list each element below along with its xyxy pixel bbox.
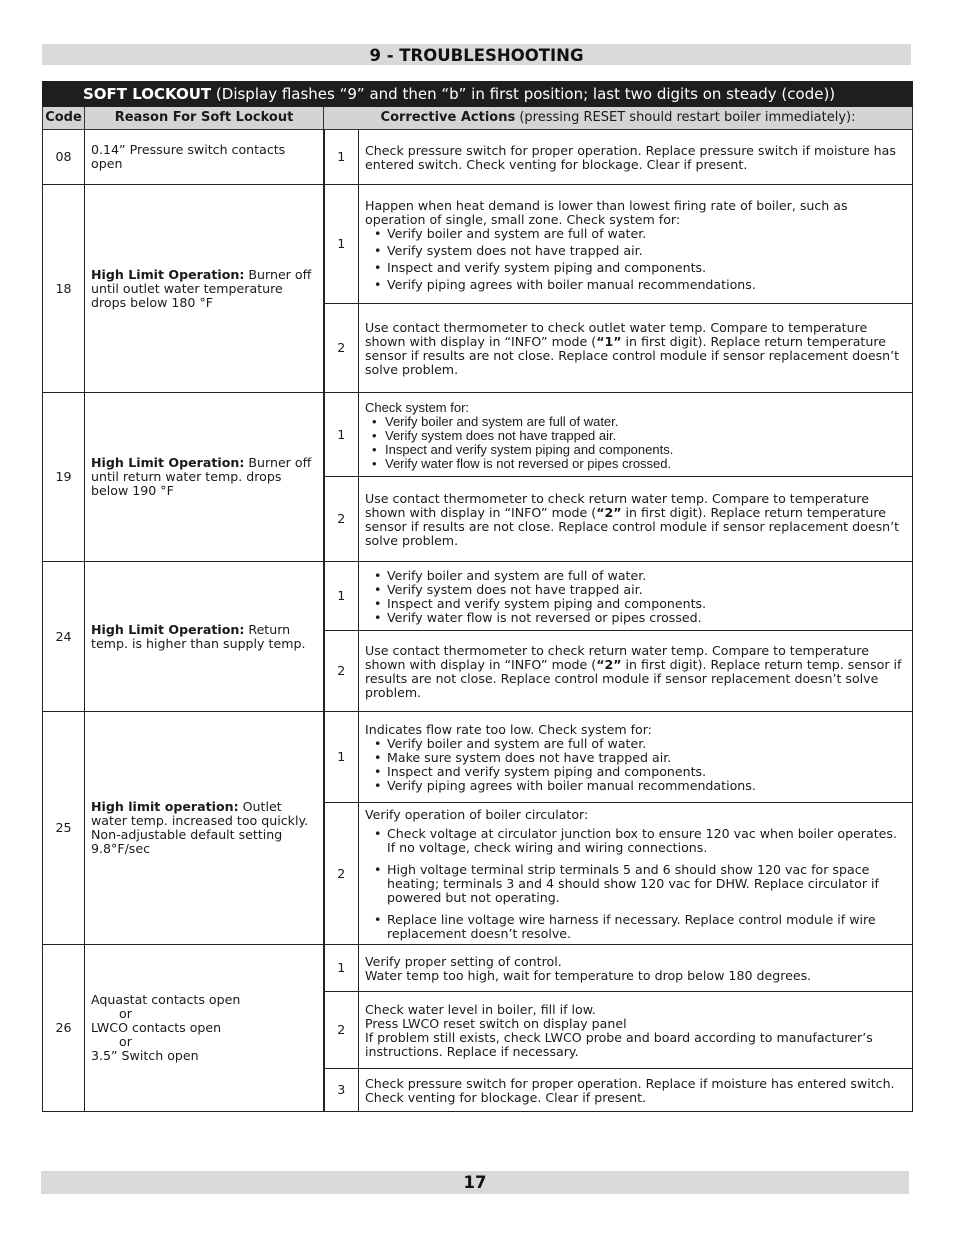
reason-text: Burner off until outlet water temperature drops below 180 °F (91, 266, 312, 310)
action-cell (359, 477, 913, 562)
reason-cell (85, 562, 324, 712)
reason-cell (85, 945, 324, 1112)
table-title-rest: (Display flashes “9” and then “b” in first position; last two digits on steady (code)) (211, 85, 836, 103)
reason-cell (85, 393, 324, 562)
section-title: 9 - TROUBLESHOOTING (42, 44, 911, 65)
action-number: 1 (324, 945, 359, 992)
list-item: • Verify system does not have trapped air. (385, 429, 906, 443)
page-number: 17 (41, 1171, 909, 1194)
list-item: • Verify system does not have trapped air. (387, 244, 906, 258)
action-cell (359, 992, 913, 1069)
bullet-list (365, 569, 906, 625)
action-number: 2 (324, 992, 359, 1069)
action-number: 1 (324, 185, 359, 304)
reason-line: 3.5” Switch open (91, 1048, 199, 1063)
action-cell (359, 304, 913, 393)
action-number: 1 (324, 130, 359, 185)
action-intro: Indicates flow rate too low. Check system for: (365, 722, 652, 737)
list-item: • Verify boiler and system are full of water. (385, 415, 906, 429)
col-header-actions (324, 107, 913, 130)
bullet-list (365, 415, 906, 471)
action-number: 1 (324, 393, 359, 477)
action-number: 2 (324, 477, 359, 562)
action-text-bold: “2” (596, 505, 622, 520)
action-text: in first digit). Replace return temperature sensor if results are not close. Replace control module if sensor replacement doesn’t solve problem. (365, 334, 900, 377)
action-cell (359, 631, 913, 712)
reason-or: or (119, 1006, 132, 1021)
reason-or: or (119, 1034, 132, 1049)
reason-bold: High Limit Operation: (91, 621, 245, 637)
action-number: 2 (324, 631, 359, 712)
action-intro: Happen when heat demand is lower than lowest firing rate of boiler, such as operation of single, small zone. Check system for: (365, 197, 848, 227)
action-text: Use contact thermometer to check return water temp. Compare to temperature shown with display in “INFO” mode ( (365, 491, 869, 520)
code-cell: 25 (43, 712, 85, 945)
table-row (43, 130, 913, 185)
table-row (43, 712, 913, 803)
bullet-list (365, 827, 906, 941)
list-item: • High voltage terminal strip terminals 5 and 6 should show 120 vac for space heating; terminals 3 and 4 should show 120 vac for DHW. Replace circulator if powered but not operating. (387, 863, 906, 905)
list-item: • Check voltage at circulator junction box to ensure 120 vac when boiler operates. If no voltage, check wiring and wiring connections. (387, 827, 906, 855)
code-cell: 19 (43, 393, 85, 562)
code-cell: 24 (43, 562, 85, 712)
bullet-list (365, 737, 906, 793)
action-cell: Check pressure switch for proper operation. Replace pressure switch if moisture has entered switch. Check venting for blockage. Clear if present. (359, 130, 913, 185)
action-cell: Check pressure switch for proper operation. Replace if moisture has entered switch. Check venting for blockage. Clear if present. (359, 1069, 913, 1112)
action-line: Verify proper setting of control. (365, 954, 562, 969)
table-row (43, 562, 913, 631)
action-text-bold: “1” (596, 334, 622, 349)
reason-text: Return temp. is higher than supply temp. (91, 621, 306, 651)
reason-cell: 0.14” Pressure switch contacts open (85, 130, 324, 185)
table-row (43, 393, 913, 477)
reason-line: Aquastat contacts open (91, 992, 241, 1007)
action-cell (359, 393, 913, 477)
list-item: • Replace line voltage wire harness if necessary. Replace control module if wire replacement doesn’t resolve. (387, 913, 906, 941)
list-item: • Verify boiler and system are full of water. (387, 737, 906, 751)
action-number: 2 (324, 803, 359, 945)
col-header-actions-bold: Corrective Actions (380, 110, 516, 125)
list-item: • Verify boiler and system are full of water. (387, 227, 906, 241)
soft-lockout-table (42, 81, 913, 1112)
action-number: 2 (324, 304, 359, 393)
action-text: in first digit). Replace return temperature sensor if results are not close. Replace control module if sensor replacement doesn’t solve problem. (365, 505, 900, 548)
reason-bold: High Limit Operation: (91, 455, 245, 470)
bullet-list (365, 227, 906, 292)
reason-bold: High limit operation: (91, 799, 239, 814)
reason-text: Outlet water temp. increased too quickly. Non-adjustable default setting 9.8°F/sec (91, 799, 309, 856)
col-header-actions-rest: (pressing RESET should restart boiler immediately): (515, 110, 856, 125)
list-item: • Make sure system does not have trapped air. (387, 751, 906, 765)
action-line: Check water level in boiler, fill if low. (365, 1002, 596, 1017)
action-text: Use contact thermometer to check outlet water temp. Compare to temperature shown with display in “INFO” mode ( (365, 320, 868, 349)
code-cell: 08 (43, 130, 85, 185)
list-item: • Verify piping agrees with boiler manual recommendations. (387, 278, 906, 292)
table-row (43, 185, 913, 304)
action-line: Press LWCO reset switch on display panel (365, 1016, 627, 1031)
list-item: • Verify water flow is not reversed or pipes crossed. (387, 611, 906, 625)
code-cell: 26 (43, 945, 85, 1112)
list-item: • Inspect and verify system piping and components. (387, 765, 906, 779)
list-item: • Verify boiler and system are full of water. (387, 569, 906, 583)
action-cell (359, 945, 913, 992)
action-cell (359, 803, 913, 945)
list-item: • Inspect and verify system piping and components. (387, 261, 906, 275)
list-item: • Verify water flow is not reversed or pipes crossed. (385, 457, 906, 471)
list-item: • Verify piping agrees with boiler manual recommendations. (387, 779, 906, 793)
action-text: in first digit). Replace return temp. sensor if results are not close. Replace control module if sensor replacement doesn’t solve problem. (365, 657, 902, 700)
table-row (43, 945, 913, 992)
table-title-row (43, 82, 913, 107)
list-item: • Inspect and verify system piping and components. (387, 597, 906, 611)
action-intro: Check system for: (365, 399, 470, 415)
list-item: • Inspect and verify system piping and components. (385, 443, 906, 457)
action-number: 1 (324, 562, 359, 631)
col-header-code: Code (43, 107, 85, 130)
col-header-reason: Reason For Soft Lockout (85, 107, 324, 130)
action-number: 1 (324, 712, 359, 803)
action-text: Use contact thermometer to check return water temp. Compare to temperature shown with display in “INFO” mode ( (365, 643, 869, 672)
table-title (43, 82, 913, 107)
action-intro: Verify operation of boiler circulator: (365, 807, 589, 822)
action-cell (359, 185, 913, 304)
table-title-bold: SOFT LOCKOUT (83, 85, 212, 103)
action-cell (359, 562, 913, 631)
list-item: • Verify system does not have trapped air. (387, 583, 906, 597)
reason-text: Burner off until return water temp. drops below 190 °F (91, 455, 312, 498)
reason-cell (85, 185, 324, 393)
reason-cell (85, 712, 324, 945)
action-text-bold: “2” (596, 657, 622, 672)
code-cell: 18 (43, 185, 85, 393)
reason-line: LWCO contacts open (91, 1020, 222, 1035)
action-line: If problem still exists, check LWCO probe and board according to manufacturer’s instructions. Replace if necessary. (365, 1030, 873, 1059)
action-line: Water temp too high, wait for temperature to drop below 180 degrees. (365, 968, 812, 983)
action-number: 3 (324, 1069, 359, 1112)
action-cell (359, 712, 913, 803)
column-header-row (43, 107, 913, 130)
reason-bold: High Limit Operation: (91, 266, 245, 282)
